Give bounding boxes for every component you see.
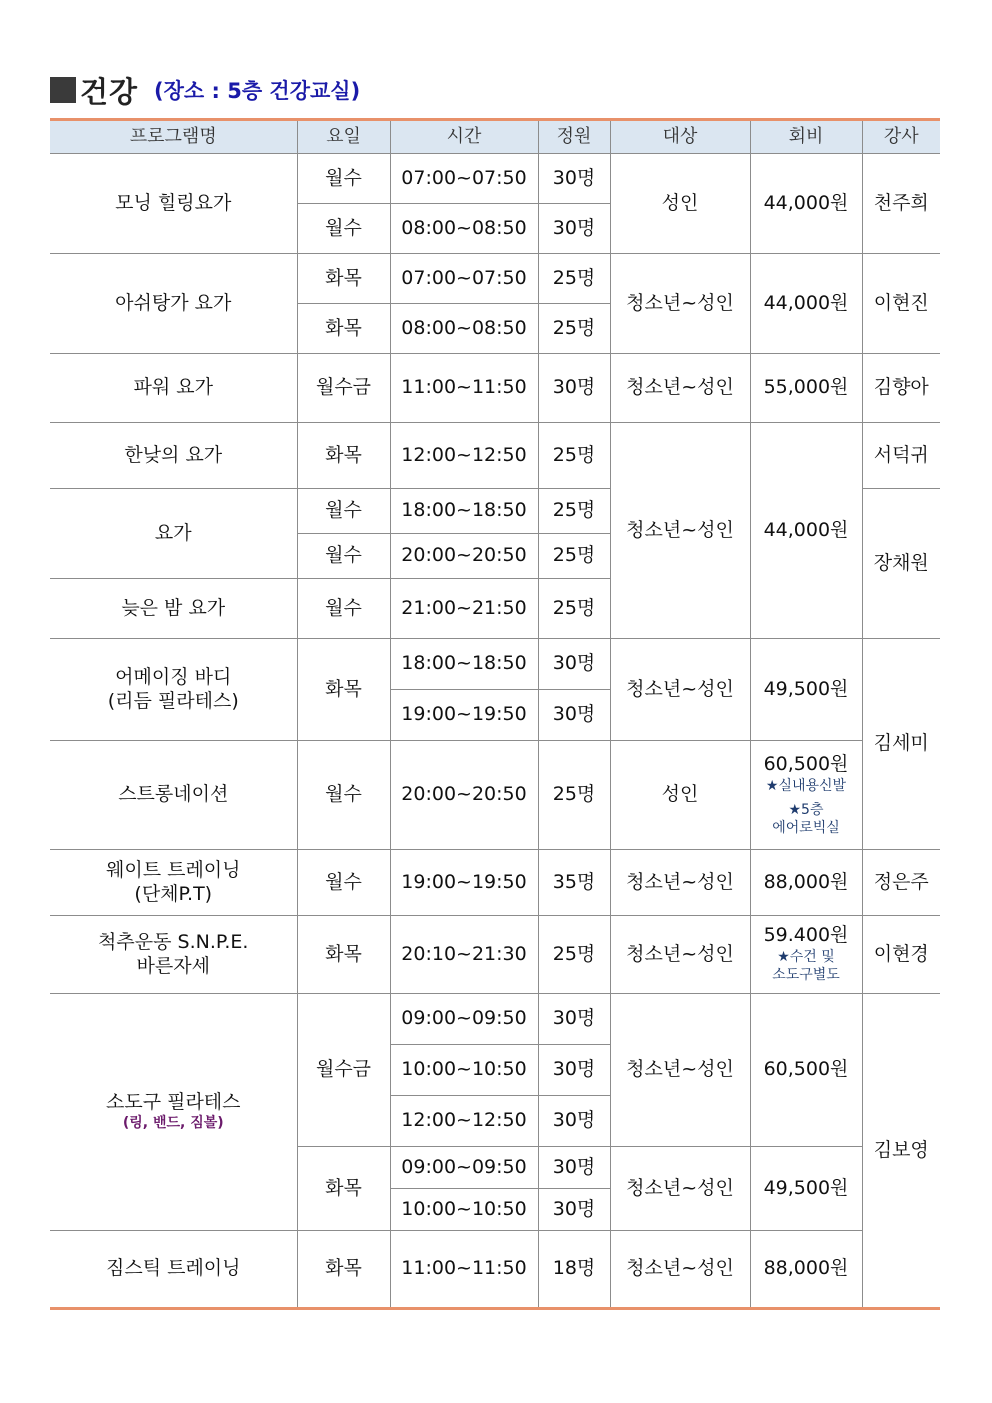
time-cell: 21:00~21:50 (390, 579, 538, 639)
fee-cell: 88,000원 (750, 1231, 862, 1309)
target-cell: 청소년~성인 (610, 423, 750, 639)
capacity-cell: 25명 (538, 916, 610, 994)
header-cell: 회비 (750, 120, 862, 154)
day-cell: 화목 (297, 1231, 390, 1309)
table-row (50, 994, 940, 1045)
teacher-cell: 서덕귀 (862, 423, 940, 489)
day-cell: 월수 (297, 204, 390, 254)
target-cell: 성인 (610, 741, 750, 850)
header-cell: 대상 (610, 120, 750, 154)
day-cell: 월수금 (297, 354, 390, 423)
capacity-cell: 30명 (538, 1147, 610, 1189)
day-cell: 화목 (297, 304, 390, 354)
time-cell: 07:00~07:50 (390, 154, 538, 204)
teacher-cell: 김보영 (862, 994, 940, 1309)
capacity-cell: 25명 (538, 741, 610, 850)
fee-note: ★5층 (788, 801, 824, 818)
day-cell: 월수 (297, 534, 390, 579)
capacity-cell: 25명 (538, 423, 610, 489)
capacity-cell: 30명 (538, 1045, 610, 1096)
location-label: (장소 : 5층 건강교실) (154, 79, 361, 103)
time-cell: 12:00~12:50 (390, 1096, 538, 1147)
program-name-line: 어메이징 바디 (115, 665, 232, 688)
time-cell: 10:00~10:50 (390, 1045, 538, 1096)
fee-cell: 49,500원 (750, 639, 862, 741)
fee-cell: 55,000원 (750, 354, 862, 423)
time-cell: 09:00~09:50 (390, 994, 538, 1045)
fee-note: 에어로빅실 (772, 819, 840, 836)
target-cell: 청소년~성인 (610, 639, 750, 741)
day-cell: 월수 (297, 489, 390, 534)
day-cell: 월수금 (297, 994, 390, 1147)
time-cell: 11:00~11:50 (390, 1231, 538, 1309)
program-name (50, 994, 297, 1231)
capacity-cell: 30명 (538, 639, 610, 690)
target-cell: 청소년~성인 (610, 254, 750, 354)
header-cell: 요일 (297, 120, 390, 154)
time-cell: 20:10~21:30 (390, 916, 538, 994)
time-cell: 08:00~08:50 (390, 204, 538, 254)
day-cell: 월수 (297, 579, 390, 639)
time-cell: 09:00~09:50 (390, 1147, 538, 1189)
teacher-cell: 이현경 (862, 916, 940, 994)
table-row (50, 423, 940, 489)
header-cell: 시간 (390, 120, 538, 154)
time-cell: 20:00~20:50 (390, 741, 538, 850)
teacher-cell: 이현진 (862, 254, 940, 354)
fee-value: 59.400원 (763, 924, 849, 947)
teacher-cell: 김향아 (862, 354, 940, 423)
program-name-line: 바른자세 (136, 954, 210, 977)
table-row (50, 916, 940, 994)
capacity-cell: 25명 (538, 534, 610, 579)
capacity-cell: 25명 (538, 304, 610, 354)
capacity-cell: 30명 (538, 690, 610, 741)
teacher-cell: 정은주 (862, 850, 940, 916)
target-cell: 청소년~성인 (610, 994, 750, 1147)
target-cell: 청소년~성인 (610, 1231, 750, 1309)
program-name: 늦은 밤 요가 (50, 579, 297, 639)
capacity-cell: 30명 (538, 994, 610, 1045)
capacity-cell: 30명 (538, 204, 610, 254)
teacher-cell: 김세미 (862, 639, 940, 850)
fee-cell: 49,500원 (750, 1147, 862, 1231)
time-cell: 18:00~18:50 (390, 489, 538, 534)
capacity-cell: 30명 (538, 1189, 610, 1231)
program-name: 아쉬탕가 요가 (50, 254, 297, 354)
header-cell: 강사 (862, 120, 940, 154)
square-icon (50, 77, 76, 103)
day-cell: 월수 (297, 850, 390, 916)
target-cell: 청소년~성인 (610, 916, 750, 994)
time-cell: 19:00~19:50 (390, 850, 538, 916)
fee-note: ★수건 및 (777, 949, 835, 966)
program-name: 모닝 힐링요가 (50, 154, 297, 254)
day-cell: 화목 (297, 254, 390, 304)
fee-value: 60,500원 (763, 752, 849, 775)
program-name-line: 척추운동 S.N.P.E. (98, 930, 249, 953)
table-row (50, 354, 940, 423)
time-cell: 11:00~11:50 (390, 354, 538, 423)
table-row (50, 639, 940, 690)
fee-cell: 44,000원 (750, 423, 862, 639)
section-title: 건강 (80, 74, 139, 109)
program-name: 요가 (50, 489, 297, 579)
capacity-cell: 35명 (538, 850, 610, 916)
table-row (50, 850, 940, 916)
capacity-cell: 25명 (538, 254, 610, 304)
program-name (50, 916, 297, 994)
header-cell: 정원 (538, 120, 610, 154)
fee-cell: 88,000원 (750, 850, 862, 916)
program-name-line: (리듬 필라테스) (107, 689, 239, 712)
time-cell: 08:00~08:50 (390, 304, 538, 354)
program-name-line: 웨이트 트레이닝 (105, 858, 241, 881)
program-name-sub: (링, 밴드, 짐볼) (122, 1115, 224, 1132)
program-name (50, 639, 297, 741)
time-cell: 20:00~20:50 (390, 534, 538, 579)
capacity-cell: 25명 (538, 579, 610, 639)
target-cell: 청소년~성인 (610, 1147, 750, 1231)
program-name (50, 850, 297, 916)
capacity-cell: 30명 (538, 154, 610, 204)
program-name-line: (단체P.T) (134, 882, 213, 905)
teacher-cell: 장채원 (862, 489, 940, 639)
fee-note: 소도구별도 (772, 967, 840, 984)
time-cell: 12:00~12:50 (390, 423, 538, 489)
header-cell: 프로그램명 (50, 120, 297, 154)
table-row (50, 741, 940, 850)
program-name-line: 소도구 필라테스 (105, 1091, 241, 1114)
fee-cell: 44,000원 (750, 154, 862, 254)
day-cell: 화목 (297, 916, 390, 994)
program-name: 파워 요가 (50, 354, 297, 423)
target-cell: 성인 (610, 154, 750, 254)
fee-cell: 44,000원 (750, 254, 862, 354)
fee-cell: 60,500원 (750, 994, 862, 1147)
day-cell: 월수 (297, 154, 390, 204)
program-name: 한낮의 요가 (50, 423, 297, 489)
time-cell: 10:00~10:50 (390, 1189, 538, 1231)
capacity-cell: 30명 (538, 1096, 610, 1147)
fee-cell (750, 916, 862, 994)
header-row (50, 120, 940, 154)
fee-cell (750, 741, 862, 850)
target-cell: 청소년~성인 (610, 850, 750, 916)
time-cell: 19:00~19:50 (390, 690, 538, 741)
program-name: 짐스틱 트레이닝 (50, 1231, 297, 1309)
teacher-cell: 천주희 (862, 154, 940, 254)
capacity-cell: 30명 (538, 354, 610, 423)
time-cell: 18:00~18:50 (390, 639, 538, 690)
table-row (50, 154, 940, 204)
time-cell: 07:00~07:50 (390, 254, 538, 304)
day-cell: 화목 (297, 1147, 390, 1231)
table-row (50, 254, 940, 304)
page-title (50, 68, 360, 112)
day-cell: 화목 (297, 639, 390, 741)
capacity-cell: 18명 (538, 1231, 610, 1309)
target-cell: 청소년~성인 (610, 354, 750, 423)
day-cell: 월수 (297, 741, 390, 850)
fee-note: ★실내용신발 (765, 777, 847, 794)
table-row (50, 1231, 940, 1309)
program-name: 스트롱네이션 (50, 741, 297, 850)
capacity-cell: 25명 (538, 489, 610, 534)
day-cell: 화목 (297, 423, 390, 489)
schedule-table (50, 118, 940, 1310)
